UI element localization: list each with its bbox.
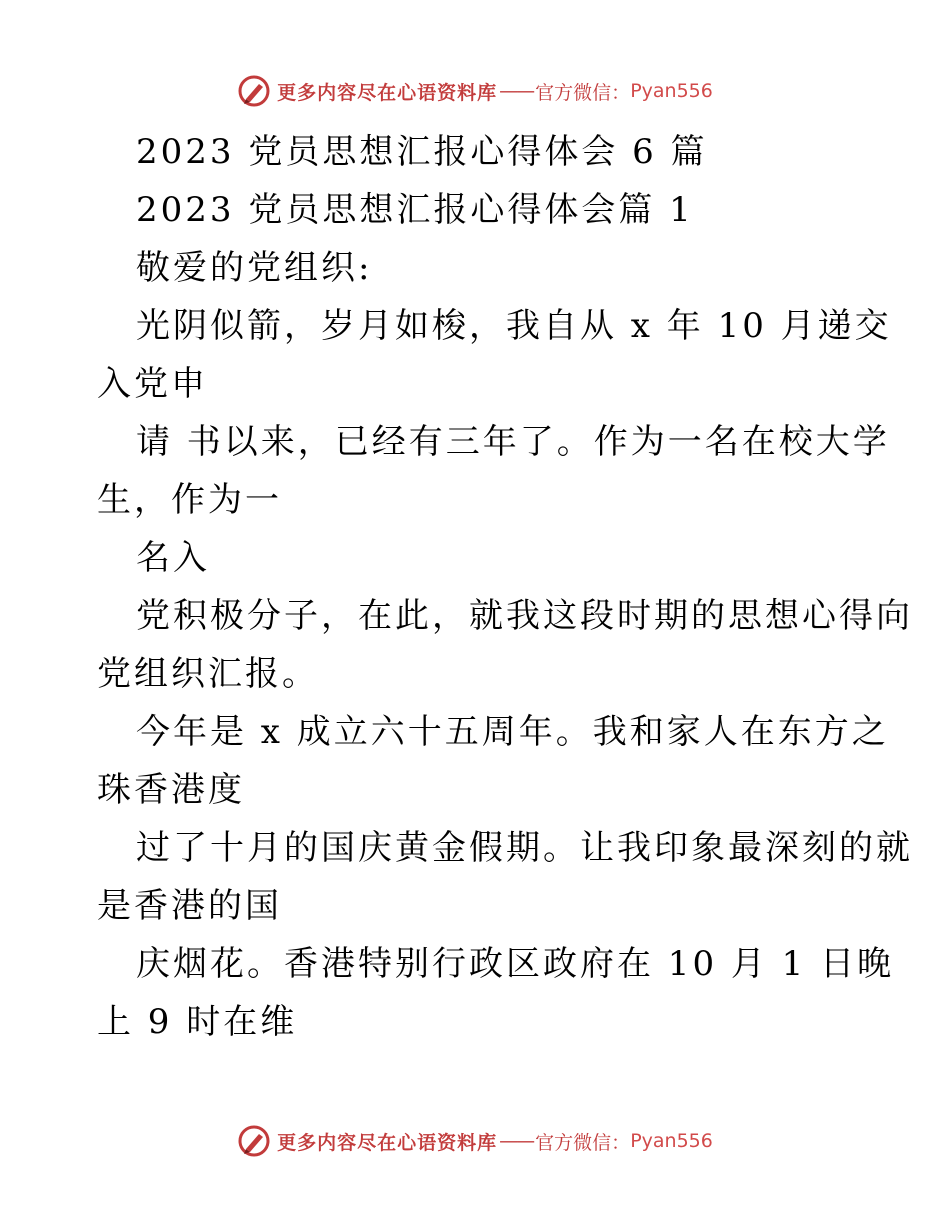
text-line: 是香港的国 bbox=[97, 886, 282, 926]
text-line: 名入 bbox=[136, 538, 210, 578]
text-line: 今年是 x 成立六十五周年。我和家人在东方之 bbox=[136, 712, 889, 752]
pen-logo-icon bbox=[237, 1124, 271, 1158]
pen-logo-icon bbox=[237, 74, 271, 108]
watermark-dash: —— bbox=[499, 1130, 534, 1152]
text-line: 生，作为一 bbox=[97, 480, 282, 520]
watermark-wechat-id: Pyan556 bbox=[630, 1130, 713, 1152]
text-line: 党积极分子，在此，就我这段时期的思想心得向 bbox=[136, 596, 913, 636]
text-line: 珠香港度 bbox=[97, 770, 245, 810]
text-line: 过了十月的国庆黄金假期。让我印象最深刻的就 bbox=[136, 828, 913, 868]
text-line: 上 9 时在维 bbox=[97, 1002, 298, 1042]
watermark-main-text: 更多内容尽在心语资料库 bbox=[277, 1131, 498, 1154]
section-heading: 2023 党员思想汇报心得体会篇 1 bbox=[136, 190, 694, 230]
watermark-wechat-label: 官方微信： bbox=[535, 81, 631, 104]
document-body bbox=[97, 123, 913, 1051]
watermark-wechat-label: 官方微信： bbox=[535, 1131, 631, 1154]
text-line: 光阴似箭，岁月如梭，我自从 x 年 10 月递交 bbox=[136, 306, 892, 346]
watermark-main-text: 更多内容尽在心语资料库 bbox=[277, 81, 498, 104]
text-line: 请 书以来，已经有三年了。作为一名在校大学 bbox=[136, 422, 890, 462]
text-line: 党组织汇报。 bbox=[97, 654, 319, 694]
footer-watermark bbox=[0, 1121, 950, 1161]
text-line: 入党申 bbox=[97, 364, 208, 404]
document-title: 2023 党员思想汇报心得体会 6 篇 bbox=[136, 132, 708, 172]
watermark-wechat-id: Pyan556 bbox=[630, 80, 713, 102]
text-line: 庆烟花。香港特别行政区政府在 10 月 1 日晚 bbox=[136, 944, 895, 984]
header-watermark bbox=[0, 71, 950, 111]
salutation: 敬爱的党组织: bbox=[136, 248, 373, 288]
watermark-dash: —— bbox=[499, 80, 534, 102]
